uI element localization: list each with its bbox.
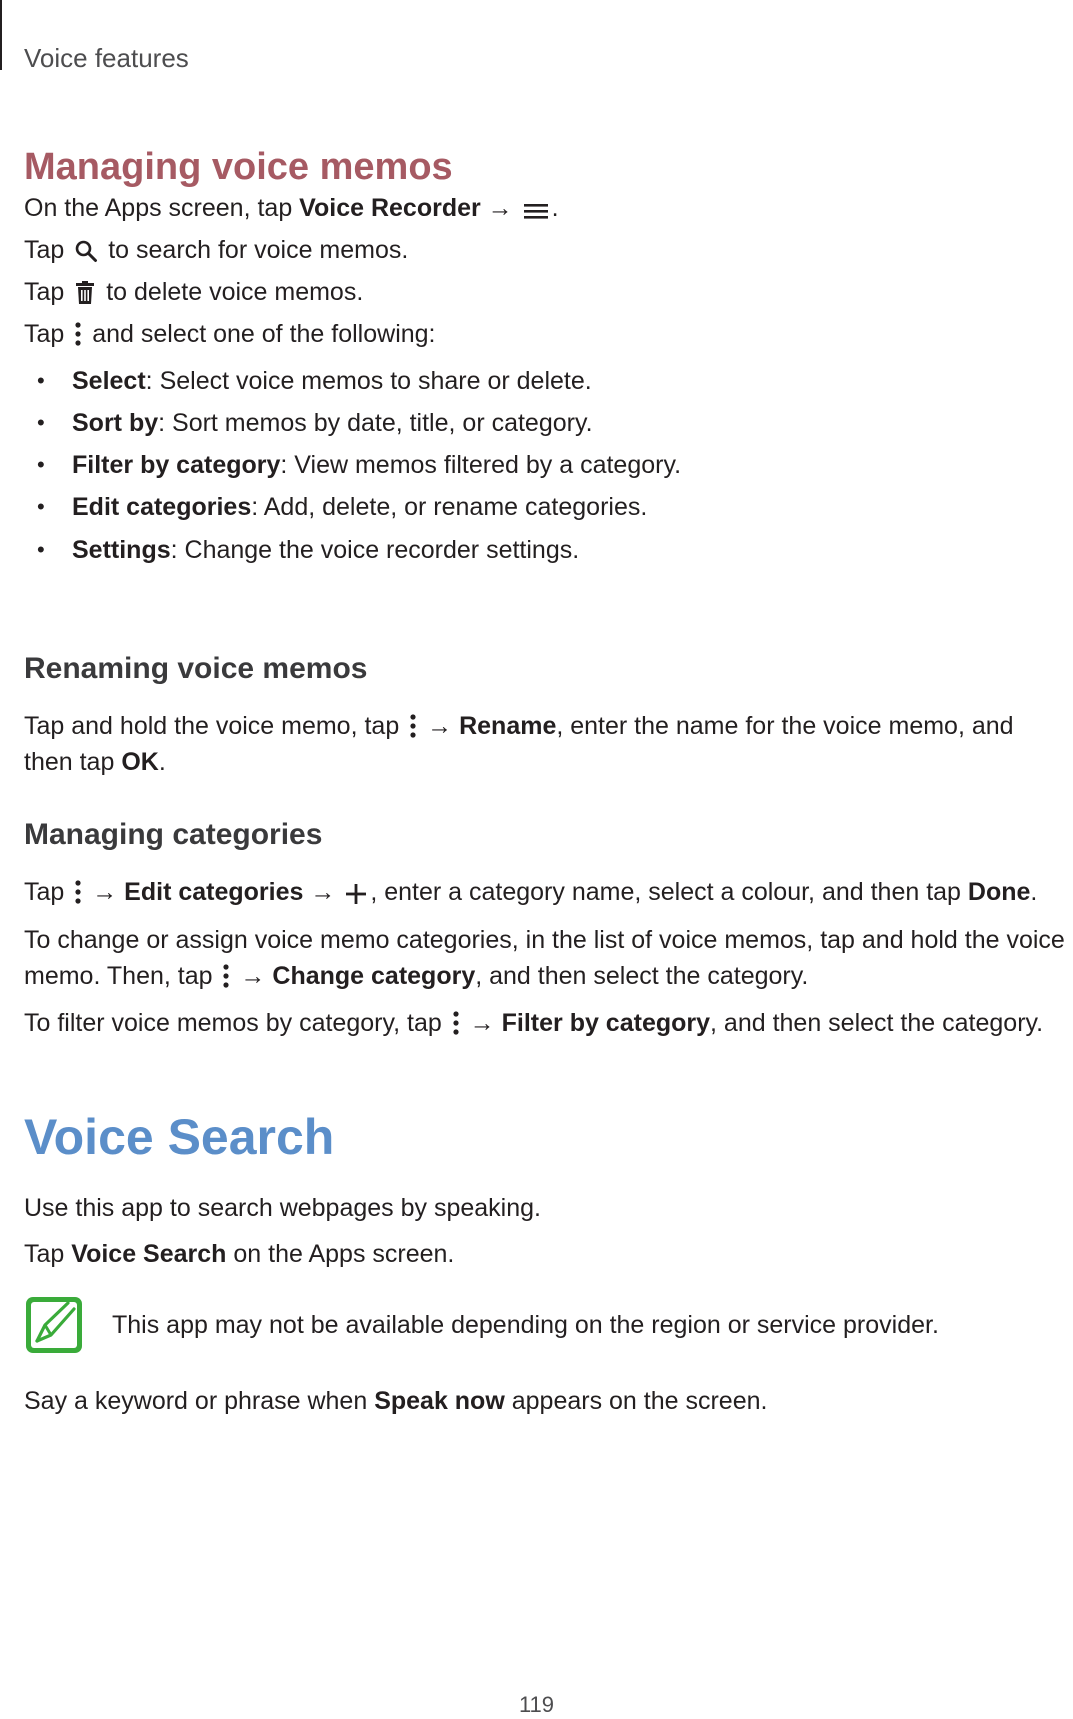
add-icon [345,879,367,915]
note-check-icon [24,1295,84,1355]
categories-line-3: memo. Then, tap → Change category, and then select the category. [24,958,808,999]
note-text: This app may not be available depending on the region or service provider. [112,1311,939,1339]
voice-search-title: Voice Search [24,1109,335,1165]
list-item: Edit categories: Add, delete, or rename categories. [72,493,648,521]
list-item: Filter by category: View memos filtered by a category. [72,451,682,479]
bullet-symbol: • [37,452,45,477]
section-header: Voice features [24,43,189,73]
list-item: Sort by: Sort memos by date, title, or category. [72,409,593,437]
search-icon [74,237,98,273]
renaming-line-2: then tap OK. [24,748,166,776]
list-menu-icon [523,195,549,231]
more-options-icon [74,879,82,915]
bullet-symbol: • [37,368,45,393]
managing-line-1: On the Apps screen, tap Voice Recorder → . [24,190,559,231]
more-options-icon [409,713,417,749]
bullet-symbol: • [37,494,45,519]
voice-search-line-3: Say a keyword or phrase when Speak now appears on the screen. [24,1387,768,1415]
more-options-icon [222,963,230,999]
renaming-line-1: Tap and hold the voice memo, tap → Rename, enter the name for the voice memo, and [24,708,1014,749]
renaming-title: Renaming voice memos [24,652,368,685]
page-number: 119 [518,1692,555,1717]
voice-search-line-1: Use this app to search webpages by speaking. [24,1194,541,1222]
categories-title: Managing categories [24,818,323,851]
managing-line-2: Tap to search for voice memos. [24,232,408,273]
more-options-icon [452,1010,460,1046]
categories-line-2: To change or assign voice memo categories, in the list of voice memos, tap and hold the voice [24,926,1065,954]
more-options-icon [74,321,82,357]
managing-title: Managing voice memos [24,146,453,188]
voice-search-line-2: Tap Voice Search on the Apps screen. [24,1240,455,1268]
managing-line-3: Tap to delete voice memos. [24,274,363,315]
list-item: Settings: Change the voice recorder settings. [72,536,580,564]
header-rule [0,0,2,70]
list-item: Select: Select voice memos to share or delete. [72,367,592,395]
bullet-symbol: • [37,537,45,562]
managing-line-4: Tap and select one of the following: [24,316,436,357]
categories-line-1: Tap → Edit categories → , enter a category name, select a colour, and then tap Done. [24,874,1037,915]
categories-line-4: To filter voice memos by category, tap → Filter by category, and then select the category. [24,1005,1043,1046]
bullet-symbol: • [37,410,45,435]
trash-icon [74,279,96,315]
